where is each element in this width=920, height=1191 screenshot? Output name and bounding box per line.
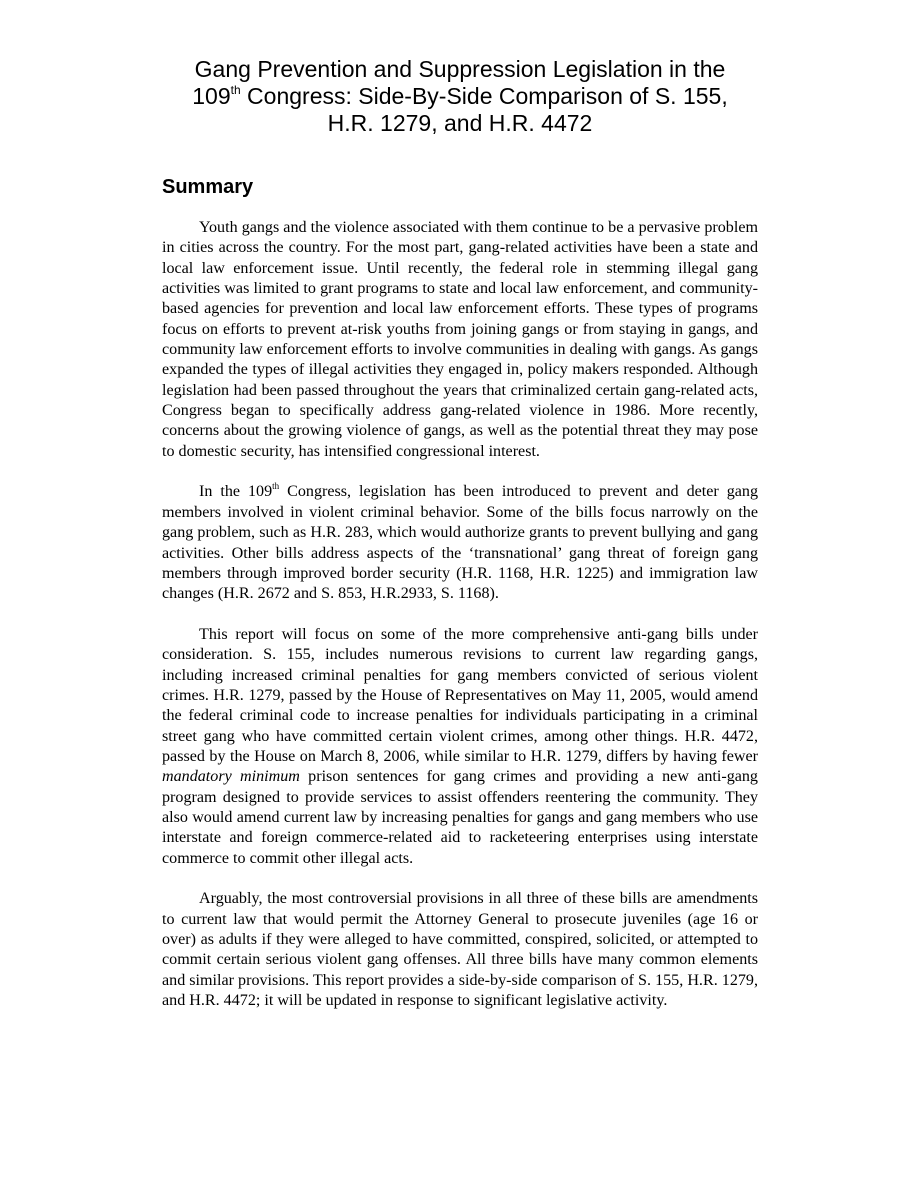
paragraph-3-lead: This report will focus on some of the more comprehensive anti-gang bills under consideration. S. 155, includes numerous revisions to current law regarding gangs, including increased criminal penalties for gang members convicted of serious violent crimes. H.R. 1279, passed by the House of Representatives on May 11, 2005, would amend the federal criminal code to increase penalties for individuals participating in a criminal street gang who have committed certain violent crimes, among other things. H.R. 4472, passed by the House on March 8, 2006, while similar to H.R. 1279, differs by having fewer [162, 625, 758, 765]
title-line-1: Gang Prevention and Suppression Legislation in the [194, 56, 726, 82]
title-line-3: H.R. 1279, and H.R. 4472 [327, 110, 593, 136]
document-title [162, 56, 758, 137]
summary-paragraph-2 [162, 482, 758, 604]
title-ordinal-number: 109 [192, 83, 231, 109]
paragraph-3-rest: prison sentences for gang crimes and providing a new anti-gang program designed to provide services to assist offenders reentering the community. They also would amend current law by increasing penalties for gangs and gang members who use interstate and foreign commerce-related aid to racketeering enterprises using interstate commerce to commit other illegal acts. [162, 768, 758, 867]
paragraph-3-emphasis: mandatory minimum [162, 768, 300, 786]
summary-heading: Summary [162, 176, 254, 198]
summary-paragraph-4: Arguably, the most controversial provisions in all three of these bills are amendments to current law that would permit the Attorney General to prosecute juveniles (age 16 or over) as adults if they were alleged to have committed, conspired, solicited, or attempted to commit certain serious violent gang offenses. All three bills have many common elements and similar provisions. This report provides a side-by-side comparison of S. 155, H.R. 1279, and H.R. 4472; it will be updated in response to significant legislative activity. [162, 890, 758, 1010]
summary-paragraph-1: Youth gangs and the violence associated with them continue to be a pervasive problem in cities across the country. For the most part, gang-related activities have been a state and local law enforcement issue. Until recently, the federal role in stemming illegal gang activities was limited to grant programs to state and local law enforcement, and community-based agencies for prevention and local law enforcement efforts. These types of programs focus on efforts to prevent at-risk youths from joining gangs or from staying in gangs, and community law enforcement efforts to involve communities in dealing with gangs. As gangs expanded the types of illegal activities they engaged in, policy makers responded. Although legislation had been passed throughout the years that criminalized certain gang-related acts, Congress began to specifically address gang-related violence in 1986. More recently, concerns about the growing violence of gangs, as well as the potential threat they may pose to domestic security, has intensified congressional interest. [162, 219, 758, 460]
paragraph-2-lead: In the 109 [199, 483, 273, 501]
title-ordinal-suffix: th [230, 83, 241, 98]
paragraph-2-rest: Congress, legislation has been introduced to prevent and deter gang members involved in violent criminal behavior. Some of the bills focus narrowly on the gang problem, such as H.R. 283, which would authorize grants to prevent bullying and gang activities. Other bills address aspects of the ‘transnational’ gang threat of foreign gang members through improved border security (H.R. 1168, H.R. 1225) and immigration law changes (H.R. 2672 and S. 853, H.R.2933, S. 1168). [162, 483, 758, 603]
summary-body [162, 218, 758, 1032]
title-line-2-rest: Congress: Side-By-Side Comparison of S. 155, [240, 83, 728, 109]
paragraph-2-ordinal-suffix: th [272, 481, 280, 492]
summary-paragraph-3 [162, 625, 758, 869]
